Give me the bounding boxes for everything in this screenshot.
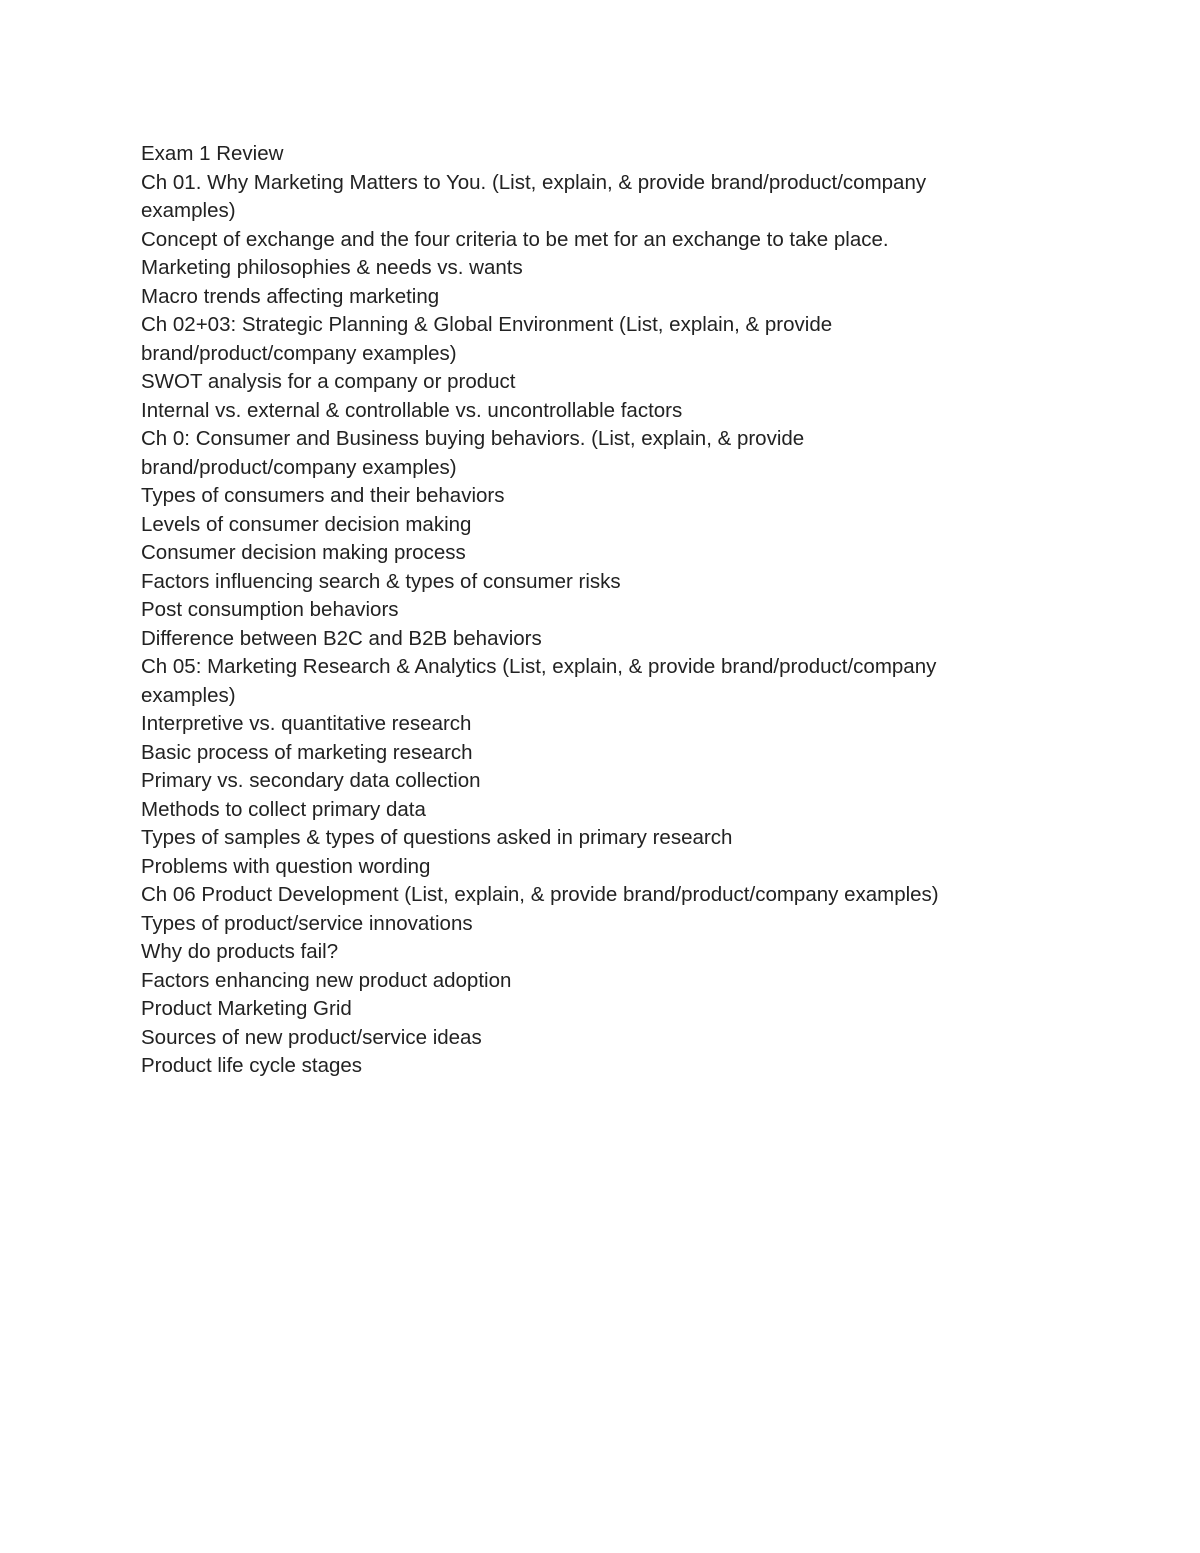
topic-line: Factors influencing search & types of consumer risks [141,569,621,593]
document-title: Exam 1 Review [141,142,284,165]
topic-line: Post consumption behaviors [141,598,399,621]
topic-line: Why do products fail? [141,940,339,963]
topic-line: Difference between B2C and B2B behaviors [141,626,542,650]
topic-line: Interpretive vs. quantitative research [141,712,472,735]
topic-line: Problems with question wording [141,854,431,878]
topic-line: Primary vs. secondary data collection [141,769,481,792]
topic-line: Macro trends affecting marketing [141,284,440,308]
topic-line: Types of samples & types of questions asked in primary research [141,826,733,849]
topic-line: Types of product/service innovations [141,911,473,935]
topic-line: Methods to collect primary data [141,797,426,821]
document-body [141,140,1001,1081]
topic-line: Product Marketing Grid [141,997,352,1020]
topic-line: SWOT analysis for a company or product [141,370,516,393]
topic-line: Sources of new product/service ideas [141,1025,482,1049]
topic-line: Concept of exchange and the four criteria to be met for an exchange to take place. [141,227,889,251]
chapter-heading-ch01: Ch 01. Why Marketing Matters to You. (List, explain, & provide brand/product/company examples) [141,170,927,222]
topic-line: Basic process of marketing research [141,740,473,764]
topic-line: Consumer decision making process [141,541,466,564]
topic-line: Product life cycle stages [141,1054,363,1077]
chapter-heading-ch0: Ch 0: Consumer and Business buying behaviors. (List, explain, & provide brand/product/company examples) [141,427,805,479]
chapter-heading-ch02-03: Ch 02+03: Strategic Planning & Global Environment (List, explain, & provide brand/product/company examples) [141,313,833,365]
topic-line: Factors enhancing new product adoption [141,968,512,992]
chapter-heading-ch05: Ch 05: Marketing Research & Analytics (List, explain, & provide brand/product/company examples) [141,655,937,707]
topic-line: Marketing philosophies & needs vs. wants [141,256,523,279]
chapter-heading-ch06: Ch 06 Product Development (List, explain, & provide brand/product/company examples) [141,883,939,906]
topic-line: Levels of consumer decision making [141,512,472,536]
topic-line: Types of consumers and their behaviors [141,484,505,507]
topic-line: Internal vs. external & controllable vs. uncontrollable factors [141,398,683,422]
